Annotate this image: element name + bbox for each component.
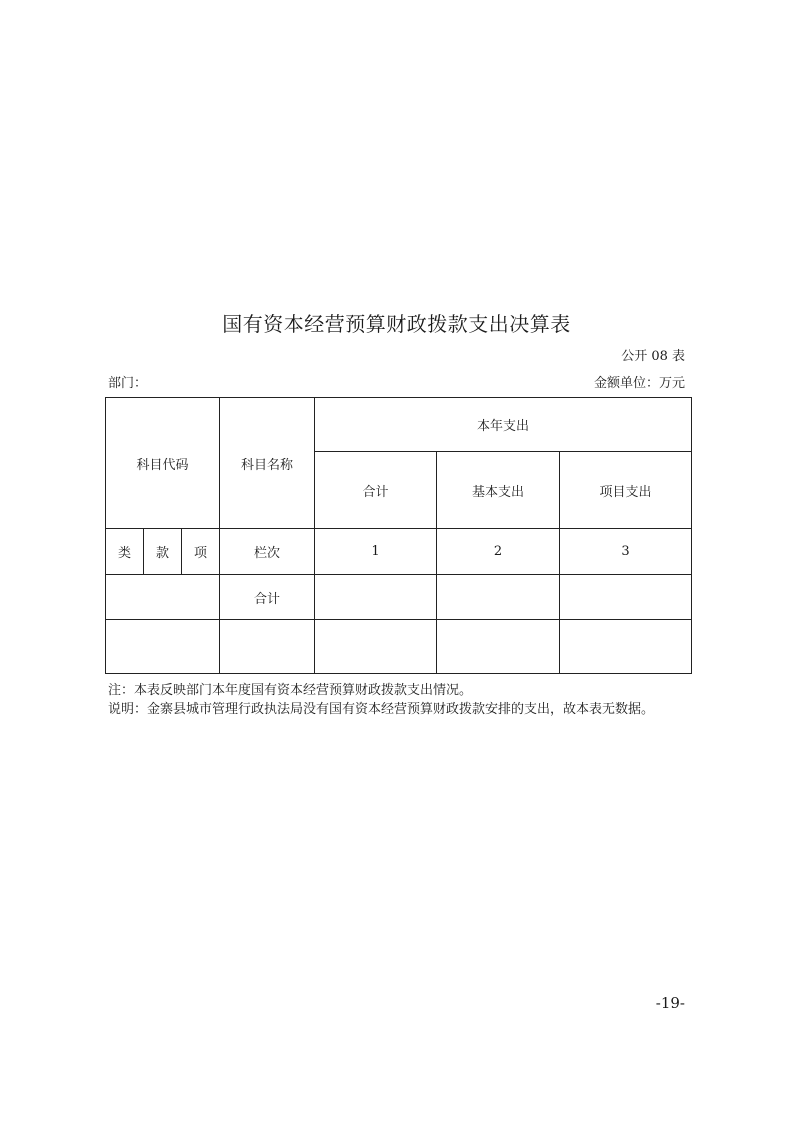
form-number: 公开 08 表 [621, 349, 685, 364]
header-total: 合计 [315, 452, 437, 529]
header-subject-code: 科目代码 [106, 398, 220, 529]
empty-row-code [106, 620, 220, 674]
header-basic-expense: 基本支出 [437, 452, 560, 529]
expense-table [105, 397, 692, 674]
index-col-3: 3 [560, 529, 692, 575]
index-section: 款 [144, 529, 182, 575]
empty-row-total [315, 620, 437, 674]
header-row-1 [106, 398, 692, 452]
total-row-project [560, 575, 692, 620]
index-col-1: 1 [315, 529, 437, 575]
page-title: 国有资本经营预算财政拨款支出决算表 [222, 312, 571, 336]
total-row-label: 合计 [220, 575, 315, 620]
empty-row [106, 620, 692, 674]
index-category: 类 [106, 529, 144, 575]
amount-unit-label: 金额单位：万元 [593, 376, 685, 391]
total-row [106, 575, 692, 620]
total-row-code [106, 575, 220, 620]
department-label: 部门： [108, 376, 148, 391]
total-row-basic [437, 575, 560, 620]
index-column-label: 栏次 [220, 529, 315, 575]
index-row [106, 529, 692, 575]
total-row-total [315, 575, 437, 620]
note-text: 注：本表反映部门本年度国有资本经营预算财政拨款支出情况。 [108, 683, 473, 698]
index-col-2: 2 [437, 529, 560, 575]
notes-section [108, 681, 690, 719]
page-number: -19- [655, 994, 685, 1012]
header-subject-name: 科目名称 [220, 398, 315, 529]
empty-row-name [220, 620, 315, 674]
empty-row-basic [437, 620, 560, 674]
header-project-expense: 项目支出 [560, 452, 692, 529]
index-item: 项 [182, 529, 220, 575]
header-current-year-expense: 本年支出 [315, 398, 692, 452]
empty-row-project [560, 620, 692, 674]
explanation-text: 说明：金寨县城市管理行政执法局没有国有资本经营预算财政拨款安排的支出，故本表无数据。 [108, 702, 655, 717]
